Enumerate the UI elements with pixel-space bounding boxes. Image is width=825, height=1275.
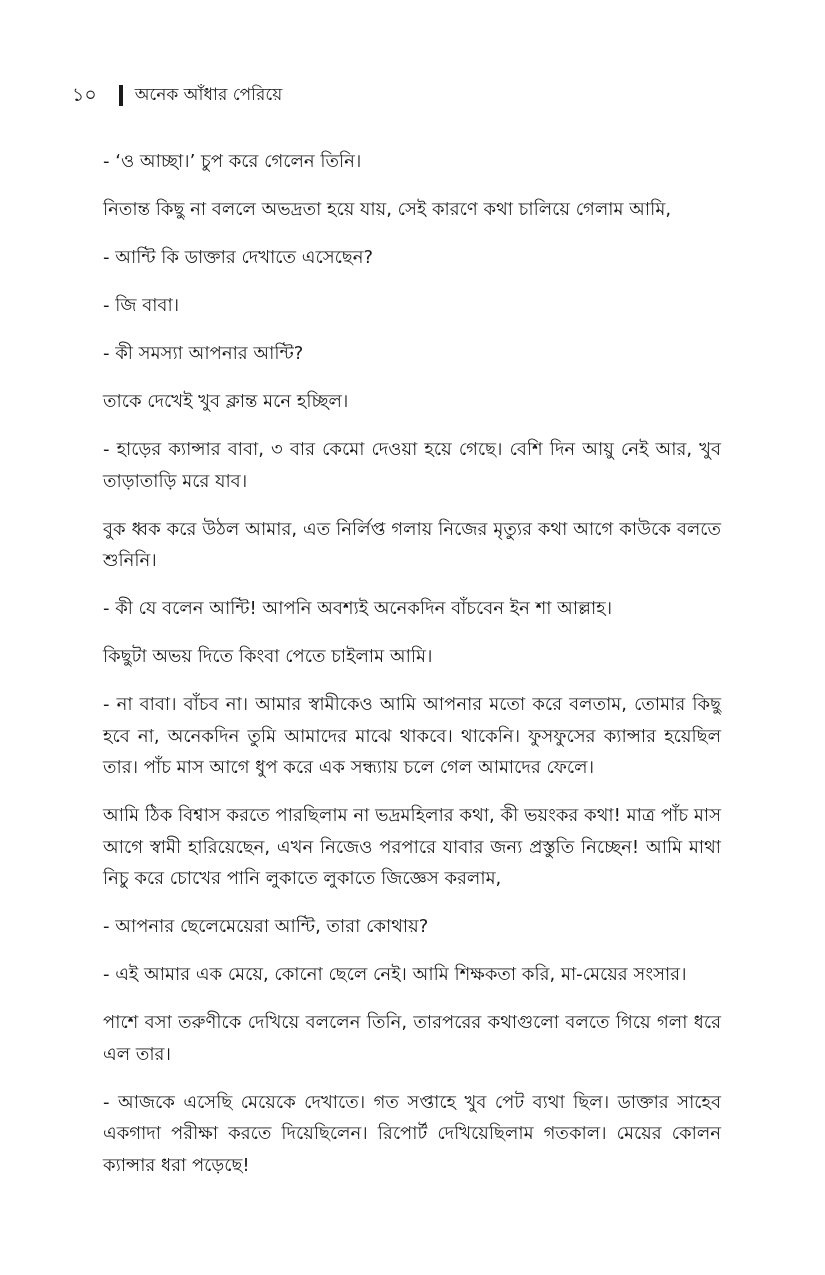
- paragraph: - আজকে এসেছি মেয়েকে দেখাতে। গত সপ্তাহে খুব পেট ব্যথা ছিল। ডাক্তার সাহেব একগাদা পরীক্ষা করতে দিয়েছিলেন। রিপোর্ট দেখিয়েছিলাম গতকাল। মেয়ের কোলন ক্যান্সার ধরা পড়েছে!: [103, 1091, 721, 1176]
- page-number: ১০: [72, 84, 97, 106]
- paragraph: কিছুটা অভয় দিতে কিংবা পেতে চাইলাম আমি।: [103, 646, 433, 667]
- body-text: [103, 146, 721, 1198]
- paragraph: নিতান্ত কিছু না বললে অভদ্রতা হয়ে যায়, সেই কারণে কথা চালিয়ে গেলাম আমি,: [103, 199, 672, 220]
- paragraph: - আপনার ছেলেমেয়েরা আন্টি, তারা কোথায়?: [103, 916, 429, 937]
- paragraph: - আন্টি কি ডাক্তার দেখাতে এসেছেন?: [103, 247, 374, 268]
- paragraph: - কী সমস্যা আপনার আন্টি?: [103, 343, 304, 364]
- paragraph: - না বাবা। বাঁচব না। আমার স্বামীকেও আমি আপনার মতো করে বলতাম, তোমার কিছু হবে না, অনেকদিন তুমি আমাদের মাঝে থাকবে। থাকেনি। ফুসফুসের ক্যান্সার হয়েছিল তার। পাঁচ মাস আগে ধুপ করে এক সন্ধ্যায় চলে গেল আমাদের ফেলে।: [103, 694, 721, 778]
- book-title: অনেক আঁধার পেরিয়ে: [134, 85, 283, 105]
- paragraph: - কী যে বলেন আন্টি! আপনি অবশ্যই অনেকদিন বাঁচবেন ইন শা আল্লাহ।: [103, 598, 613, 619]
- paragraph: - ‘ও আচ্ছা।’ চুপ করে গেলেন তিনি।: [103, 151, 362, 172]
- paragraph: তাকে দেখেই খুব ক্লান্ত মনে হচ্ছিল।: [103, 391, 349, 412]
- header-separator-bar: [119, 85, 123, 106]
- paragraph: আমি ঠিক বিশ্বাস করতে পারছিলাম না ভদ্রমহিলার কথা, কী ভয়ংকর কথা! মাত্র পাঁচ মাস আগে স্বামী হারিয়েছেন, এখন নিজেও পরপারে যাবার জন্য প্রস্তুতি নিচ্ছেন! আমি মাথা নিচু করে চোখের পানি লুকাতে লুকাতে জিজ্ঞেস করলাম,: [103, 805, 721, 889]
- paragraph: - এই আমার এক মেয়ে, কোনো ছেলে নেই। আমি শিক্ষকতা করি, মা-মেয়ের সংসার।: [103, 964, 687, 985]
- paragraph: পাশে বসা তরুণীকে দেখিয়ে বললেন তিনি, তারপরের কথাগুলো বলতে গিয়ে গলা ধরে এল তার।: [103, 1012, 721, 1065]
- running-head: [72, 80, 282, 110]
- paragraph: - জি বাবা।: [103, 295, 180, 316]
- paragraph: - হাড়ের ক্যান্সার বাবা, ৩ বার কেমো দেওয়া হয়ে গেছে। বেশি দিন আয়ু নেই আর, খুব তাড়াতাড়ি মরে যাব।: [103, 439, 721, 492]
- paragraph: বুক ধ্বক করে উঠল আমার, এত নির্লিপ্ত গলায় নিজের মৃত্যুর কথা আগে কাউকে বলতে শুনিনি।: [103, 518, 721, 571]
